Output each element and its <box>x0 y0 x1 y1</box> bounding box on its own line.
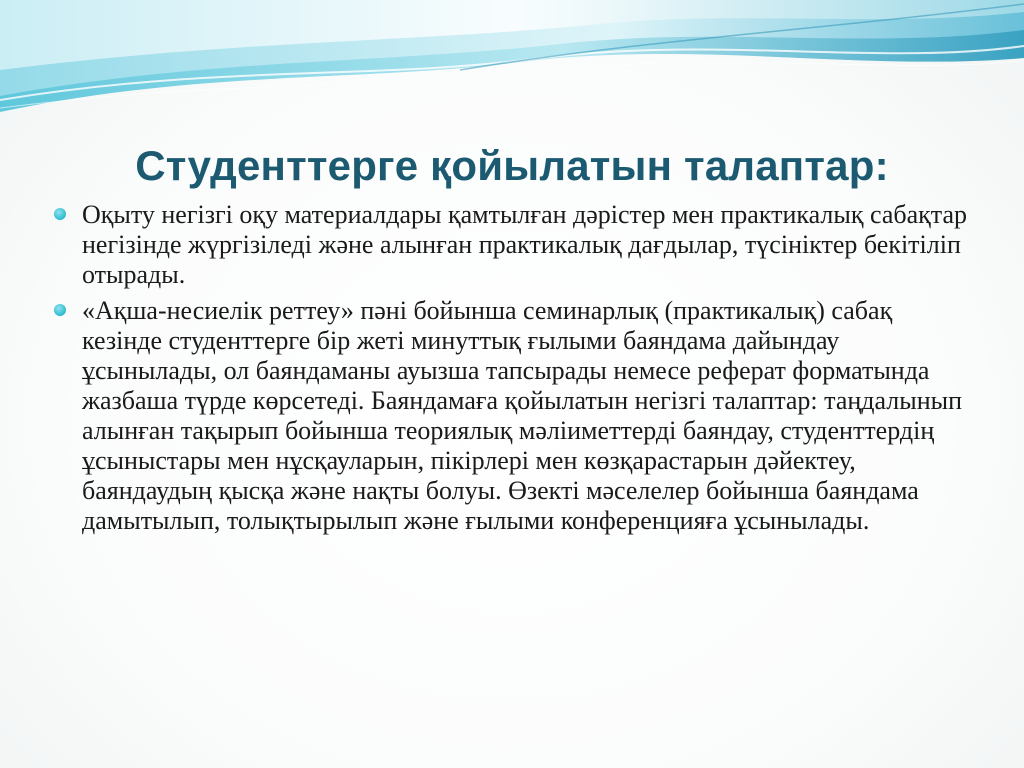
bullet-item <box>52 200 972 290</box>
decorative-wave-banner <box>0 0 1024 130</box>
bullet-item <box>52 296 972 536</box>
bullet-text: Оқыту негізгі оқу материалдары қамтылған дәрістер мен практикалық сабақтар негізінде жүргізіледі және алынған практикалық дағдылар, түсініктер бекітіліп отырады. <box>82 200 967 289</box>
bullet-text: «Ақша-несиелік реттеу» пәні бойынша семинарлық (практикалық) сабақ кезінде студенттерге бір жеті минуттық ғылыми баяндама дайындау ұсынылады, ол баяндаманы ауызша тапсырады немесе реферат форматында жазбаша түрде көрсетеді. Баяндамаға қойылатын негізгі талаптар: таңдалынып алынған тақырып бойынша теориялық мәліиметтерді баяндау, студенттердің ұсыныстары мен нұсқауларын, пікірлері мен көзқарастарын дәйектеу, баяндаудың қысқа және нақты болуы. Өзекті мәселелер бойынша баяндама дамытылып, толықтырылып және ғылыми конференцияға ұсынылады. <box>82 296 963 535</box>
bullet-marker-icon <box>54 208 66 220</box>
bullet-list <box>52 200 972 542</box>
slide-title: Студенттерге қойылатын талаптар: <box>135 142 889 189</box>
bullet-marker-icon <box>54 304 66 316</box>
